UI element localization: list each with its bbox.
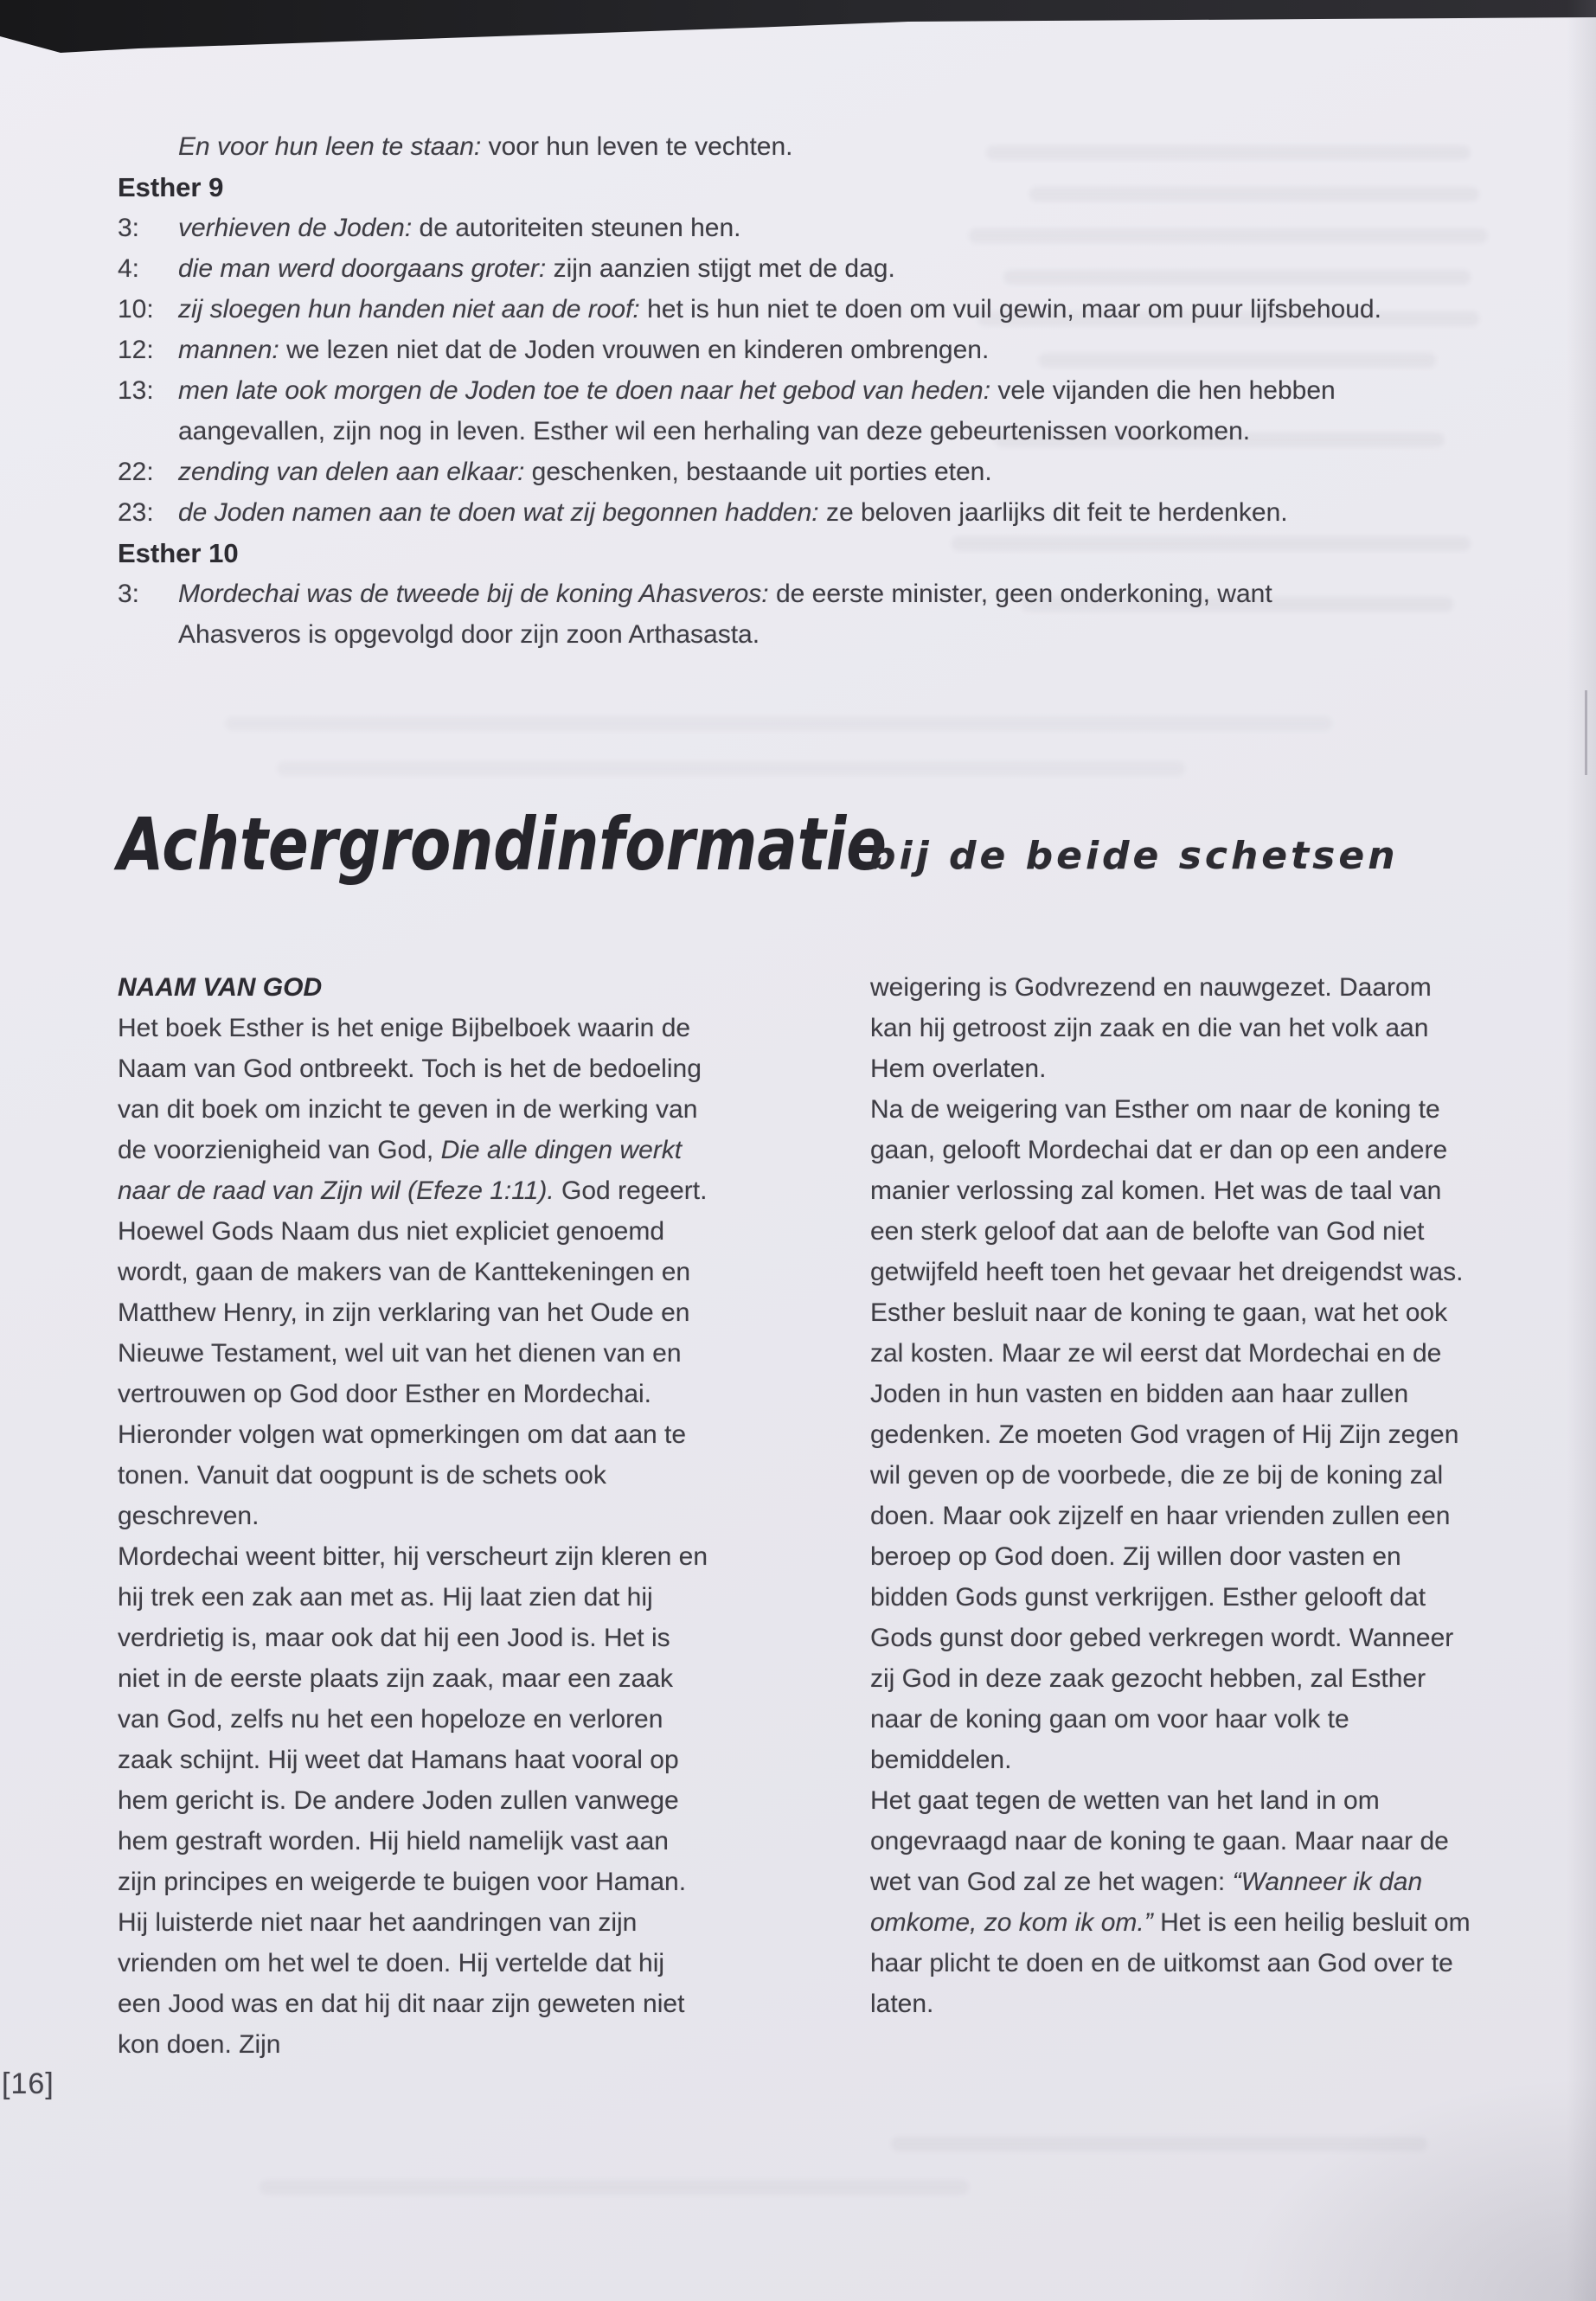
verse-lead: mannen: bbox=[178, 336, 279, 364]
verse-number: 10: bbox=[118, 295, 154, 324]
verse-rest: geschenken, bestaande uit porties eten. bbox=[524, 458, 992, 486]
scan-right-shade bbox=[1567, 0, 1596, 2301]
intro-line bbox=[118, 126, 1389, 167]
verse-number: 4: bbox=[118, 254, 140, 283]
article-column-right bbox=[870, 967, 1476, 2024]
paragraph-text: Het boek Esther is het enige Bijbelboek waarin de Naam van God ontbreekt. Toch is het de bedoeling van dit boek om inzicht te geven in de werking van de voorzienigheid van God, bbox=[118, 1014, 702, 1164]
paragraph-text: Het gaat tegen de wetten van het land in om ongevraagd naar de koning te gaan. Maar naar de wet van God zal ze het wagen: bbox=[870, 1786, 1449, 1896]
verse-rest: zijn aanzien stijgt met de dag. bbox=[546, 254, 895, 283]
verse-lead: verhieven de Joden: bbox=[178, 214, 413, 242]
verse-item bbox=[118, 492, 1389, 533]
verse-rest: de autoriteiten steunen hen. bbox=[412, 214, 741, 242]
verse-item bbox=[118, 330, 1389, 370]
bleedthrough-line bbox=[277, 761, 1185, 776]
scripture-quote: Die alle dingen werkt naar de raad van Zijn wil (Efeze 1:11). bbox=[118, 1136, 683, 1205]
paragraph: Esther besluit naar de koning te gaan, wat het ook zal kosten. Maar ze wil eerst dat Mordechai en de Joden in hun vasten en bidden aan haar zullen gedenken. Ze moeten God vragen of Hij Zijn zegen wil geven op de voorbede, die ze bij de koning zal doen. Maar ook zijzelf en haar vrienden zullen een beroep op God doen. Zij willen door vasten en bidden Gods gunst verkrijgen. Esther gelooft dat Gods gunst door gebed verkregen wordt. Wanneer zij God in deze zaak gezocht hebben, zal Esther naar de koning gaan om voor haar volk te bemiddelen. bbox=[870, 1298, 1459, 1774]
scan-edge-artifact bbox=[1585, 690, 1587, 775]
verse-number: 3: bbox=[118, 214, 140, 242]
verse-lead: zending van delen aan elkaar: bbox=[178, 458, 525, 486]
verse-lead: die man werd doorgaans groter: bbox=[178, 254, 547, 283]
verse-item bbox=[118, 574, 1389, 655]
verse-rest: het is hun niet te doen om vuil gewin, maar om puur lijfsbehoud. bbox=[639, 295, 1381, 324]
verse-lead: men late ook morgen de Joden toe te doen naar het gebod van heden: bbox=[178, 376, 991, 405]
verse-number: 22: bbox=[118, 458, 154, 486]
paragraph: weigering is Godvrezend en nauwgezet. Daarom kan hij getroost zijn zaak en die van het volk aan Hem overlaten. bbox=[870, 973, 1432, 1083]
section-subtitle: bij de beide schetsen bbox=[869, 834, 1399, 878]
bleedthrough-line bbox=[260, 2180, 969, 2195]
paragraph-text: Het is een heilig besluit om haar plicht te doen en de uitkomst aan God over te laten. bbox=[870, 1908, 1471, 2018]
page-number: [16] bbox=[2, 2067, 54, 2100]
bleedthrough-line bbox=[225, 716, 1332, 731]
verse-number: 3: bbox=[118, 580, 140, 608]
paragraph: Mordechai weent bitter, hij verscheurt zijn kleren en hij trek een zak aan met as. Hij laat zien dat hij verdrietig is, maar ook dat hij een Jood is. Het is niet in de eerste plaats zijn zaak, maar een zaak van God, zelfs nu het een hopeloze en verloren zaak schijnt. Hij weet dat Hamans haat vooral op hem gericht is. De andere Joden zullen vanwege hem gestraft worden. Hij hield namelijk vast aan zijn principes en weigerde te buigen voor Haman. Hij luisterde niet naar het aandringen van zijn vrienden om het wel te doen. Hij vertelde dat hij een Jood was en dat hij dit naar zijn geweten niet kon doen. Zijn bbox=[118, 1542, 708, 2059]
paragraph: Na de weigering van Esther om naar de koning te gaan, gelooft Mordechai dat er dan op een andere manier verlossing zal komen. Het was de taal van een sterk geloof dat aan de belofte van God niet getwijfeld heeft toen het gevaar het dreigendst was. bbox=[870, 1095, 1464, 1286]
verse-item bbox=[118, 248, 1389, 289]
scripture-quote: “Wanneer ik dan omkome, zo kom ik om.” bbox=[870, 1868, 1423, 1937]
article-column-left bbox=[118, 967, 715, 2065]
verse-commentary-section bbox=[118, 126, 1389, 655]
verse-lead: Mordechai was de tweede bij de koning Ahasveros: bbox=[178, 580, 769, 608]
article-heading: NAAM VAN GOD bbox=[118, 973, 323, 1002]
esther9-heading: Esther 9 bbox=[118, 172, 224, 202]
esther10-heading: Esther 10 bbox=[118, 538, 239, 568]
verse-lead: de Joden namen aan te doen wat zij begonnen hadden: bbox=[178, 498, 819, 527]
verse-rest: vele vijanden die hen hebben aangevallen, zijn nog in leven. Esther wil een herhaling van deze gebeurtenissen voorkomen. bbox=[178, 376, 1336, 445]
verse-lead: zij sloegen hun handen niet aan de roof: bbox=[178, 295, 640, 324]
verse-number: 13: bbox=[118, 376, 154, 405]
section-title: Achtergrondinformatie bbox=[118, 802, 888, 887]
verse-number: 12: bbox=[118, 336, 154, 364]
verse-item bbox=[118, 370, 1389, 452]
verse-rest: ze beloven jaarlijks dit feit te herdenken. bbox=[818, 498, 1288, 527]
verse-item bbox=[118, 452, 1389, 492]
paragraph bbox=[870, 1780, 1476, 2024]
intro-lead: En voor hun leen te staan: bbox=[178, 132, 482, 161]
paragraph: Hieronder volgen wat opmerkingen om dat aan te tonen. Vanuit dat oogpunt is de schets ook geschreven. bbox=[118, 1420, 687, 1530]
paragraph bbox=[118, 1008, 715, 1211]
paragraph: Hoewel Gods Naam dus niet expliciet genoemd wordt, gaan de makers van de Kanttekeningen en Matthew Henry, in zijn verklaring van het Oude en Nieuwe Testament, wel uit van het dienen van en vertrouwen op God door Esther en Mordechai. bbox=[118, 1217, 691, 1408]
verse-rest: we lezen niet dat de Joden vrouwen en kinderen ombrengen. bbox=[279, 336, 990, 364]
verse-item bbox=[118, 289, 1389, 330]
paragraph-text: God regeert. bbox=[554, 1176, 708, 1205]
verse-item bbox=[118, 208, 1389, 248]
scan-corner-shade bbox=[1233, 2076, 1596, 2301]
scan-top-edge-artifact bbox=[0, 0, 1596, 61]
intro-rest: voor hun leven te vechten. bbox=[481, 132, 793, 161]
verse-number: 23: bbox=[118, 498, 154, 527]
verse-rest: de eerste minister, geen onderkoning, want Ahasveros is opgevolgd door zijn zoon Arthasasta. bbox=[178, 580, 1272, 649]
